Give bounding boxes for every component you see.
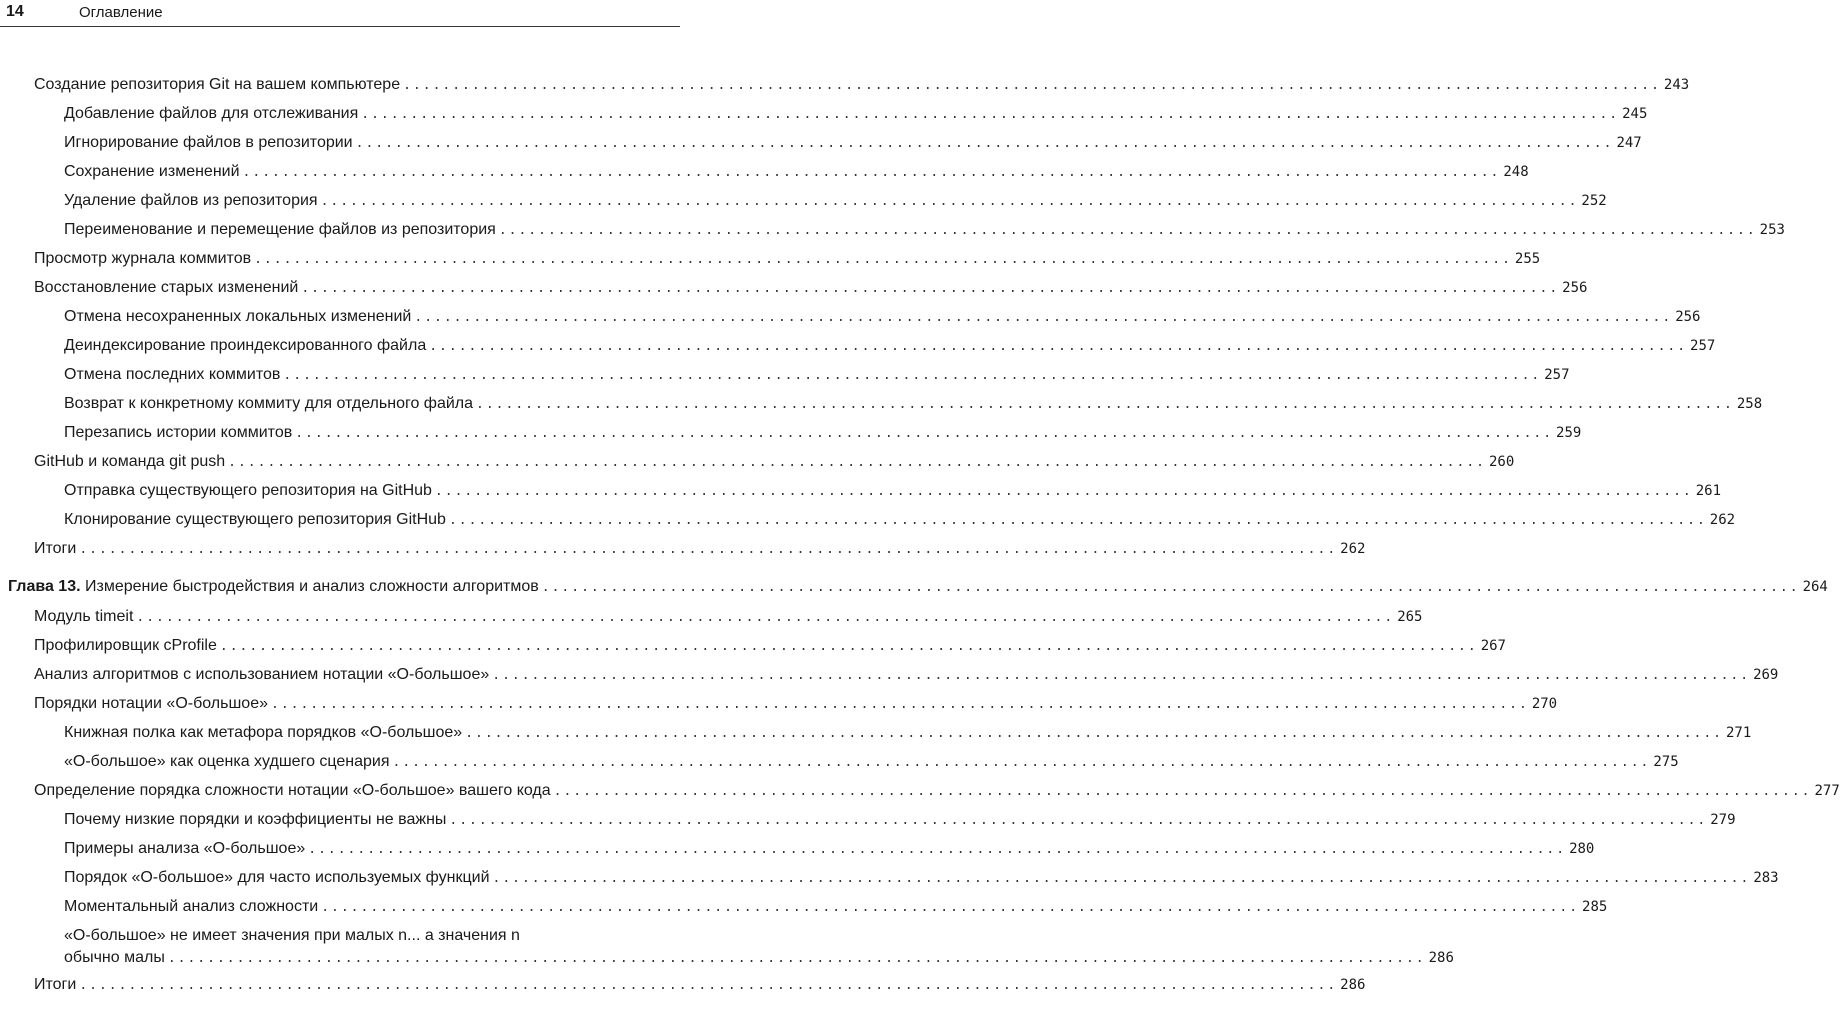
dot-leader xyxy=(168,948,1426,970)
dot-leader xyxy=(283,361,1541,390)
toc-entry-title xyxy=(34,602,133,631)
toc-entry-title xyxy=(34,534,76,563)
toc-entry-text: Итоги xyxy=(34,540,77,557)
toc-page-number: 257 xyxy=(1690,338,1716,354)
toc-entry[interactable] xyxy=(64,99,1648,128)
toc-entry-title xyxy=(64,360,280,389)
toc-page-number: 286 xyxy=(1340,977,1366,993)
toc-entry-title xyxy=(64,99,358,128)
toc-entry-title xyxy=(64,476,432,505)
toc-entry-text: Порядки нотации «O-большое» xyxy=(34,695,268,712)
dot-leader xyxy=(403,71,1661,100)
toc-entry[interactable] xyxy=(34,70,1690,99)
toc-entry-text: Книжная полка как метафора порядков «O-большое» xyxy=(64,724,463,741)
dot-leader xyxy=(356,129,1614,158)
toc-page-number: 253 xyxy=(1759,222,1785,238)
toc-page-number: 261 xyxy=(1695,483,1722,499)
toc-entry-text: Порядок «O-большое» для часто используемых функций xyxy=(64,869,490,886)
toc-entry-title xyxy=(64,747,390,776)
dot-leader xyxy=(361,100,1619,129)
toc-entry-text: Клонирование существующего репозитория GitHub xyxy=(64,511,446,528)
toc-page-number: 280 xyxy=(1569,841,1595,857)
toc-page-number: 264 xyxy=(1802,579,1828,595)
toc-page-number: 270 xyxy=(1531,696,1558,712)
toc-entry-text: Игнорирование файлов в репозитории xyxy=(64,134,353,151)
toc-entry[interactable] xyxy=(64,834,1595,863)
toc-page-number: 279 xyxy=(1710,812,1736,828)
toc-entry[interactable] xyxy=(34,534,1366,563)
toc-entry-title xyxy=(34,689,268,718)
dot-leader xyxy=(321,187,1579,216)
toc-page-number: 248 xyxy=(1503,164,1529,180)
toc-entry[interactable] xyxy=(34,689,1558,718)
toc-entry-title xyxy=(64,302,411,331)
dot-leader xyxy=(136,603,1394,632)
toc-entry-title xyxy=(34,447,225,476)
dot-leader xyxy=(321,893,1579,922)
toc-entry[interactable] xyxy=(34,970,1366,999)
dot-leader xyxy=(271,690,1529,719)
toc-page-number: 265 xyxy=(1397,609,1423,625)
toc-entry-title xyxy=(64,389,473,418)
toc-page-number: 271 xyxy=(1726,725,1752,741)
toc-entry-text: Анализ алгоритмов с использованием нотации «O-большое» xyxy=(34,666,490,683)
toc-page-number: 260 xyxy=(1488,454,1515,470)
toc-entry[interactable] xyxy=(64,476,1722,505)
toc-entry-text: Профилировщик cProfile xyxy=(34,637,217,654)
toc-entry-title xyxy=(34,244,251,273)
dot-leader xyxy=(414,303,1672,332)
toc-entry-title xyxy=(64,128,353,157)
toc-entry-text: Создание репозитория Git на вашем компьютере xyxy=(34,76,401,93)
page-header xyxy=(0,0,680,27)
toc-entry[interactable] xyxy=(34,776,1840,805)
toc-page-number: 262 xyxy=(1340,541,1366,557)
toc-entry[interactable] xyxy=(64,186,1607,215)
dot-leader xyxy=(492,661,1750,690)
toc-entry[interactable] xyxy=(34,602,1423,631)
toc-entry[interactable] xyxy=(34,273,1588,302)
toc-entry-title xyxy=(64,186,318,215)
toc-page-number: 256 xyxy=(1562,280,1588,296)
dot-leader xyxy=(295,419,1553,448)
toc-entry[interactable] xyxy=(64,892,1608,921)
toc-entry[interactable] xyxy=(64,747,1679,776)
toc-page-number: 259 xyxy=(1556,425,1582,441)
dot-leader xyxy=(493,864,1751,893)
toc-entry-title xyxy=(64,331,426,360)
toc-entry-text: Отправка существующего репозитория на GitHub xyxy=(64,482,432,499)
toc-entry-title xyxy=(34,660,489,689)
toc-entry[interactable] xyxy=(64,360,1570,389)
toc-entry-text: Отмена несохраненных локальных изменений xyxy=(64,308,412,325)
toc-entry[interactable] xyxy=(64,805,1736,834)
toc-entry-text: Восстановление старых изменений xyxy=(34,279,299,296)
toc-entry-title xyxy=(64,157,240,186)
dot-leader xyxy=(228,448,1486,477)
toc-page-number: 243 xyxy=(1663,77,1690,93)
toc-entry[interactable] xyxy=(64,389,1763,418)
toc-entry-title xyxy=(64,834,305,863)
toc-entry-text: Просмотр журнала коммитов xyxy=(34,250,252,267)
toc-entry[interactable] xyxy=(34,660,1779,689)
toc-entry-text: Определение порядка сложности нотации «O-большое» вашего кода xyxy=(34,782,551,799)
toc-entry[interactable] xyxy=(64,718,1752,747)
page-number: 14 xyxy=(6,3,24,20)
toc-entry-text: Почему низкие порядки и коэффициенты не важны xyxy=(64,811,447,828)
chapter-label: Глава 13. xyxy=(8,578,85,595)
toc-entry-text: Сохранение изменений xyxy=(64,163,240,180)
toc-page-number: 277 xyxy=(1814,783,1840,799)
toc-page-number: 283 xyxy=(1753,870,1779,886)
toc-entry-title xyxy=(64,718,462,747)
toc-entry-title xyxy=(8,572,539,601)
toc-page-number: 275 xyxy=(1653,754,1679,770)
toc-page-number: 256 xyxy=(1675,309,1701,325)
dot-leader xyxy=(476,390,1734,419)
dot-leader xyxy=(499,216,1757,245)
toc-entry-text: Моментальный анализ сложности xyxy=(64,898,319,915)
dot-leader xyxy=(554,777,1812,806)
toc-entry-title xyxy=(34,970,76,999)
toc-page-number: 285 xyxy=(1582,899,1608,915)
toc-page-number: 267 xyxy=(1480,638,1506,654)
toc-entry-title xyxy=(64,863,490,892)
toc-entry-text: Добавление файлов для отслеживания xyxy=(64,105,359,122)
dot-leader xyxy=(449,806,1707,835)
dot-leader xyxy=(542,573,1800,602)
toc-entry-title-line: «O-большое» не имеет значения при малых n... а значения n xyxy=(64,927,520,944)
toc-entry-title xyxy=(64,947,165,969)
toc-entry-title xyxy=(34,776,551,805)
toc-entry[interactable] xyxy=(64,921,1454,970)
toc-page-number: 252 xyxy=(1581,193,1607,209)
toc-entry-text: Переименование и перемещение файлов из репозитория xyxy=(64,221,496,238)
toc-entry-text: «O-большое» как оценка худшего сценария xyxy=(64,753,390,770)
toc-entry-text: Примеры анализа «O-большое» xyxy=(64,840,306,857)
toc-entry-text: Возврат к конкретному коммиту для отдельного файла xyxy=(64,395,474,412)
toc-page-number: 269 xyxy=(1753,667,1779,683)
toc-page-number: 258 xyxy=(1736,396,1763,412)
toc-entry-title xyxy=(64,215,496,244)
toc-entry-text: Модуль timeit xyxy=(34,608,134,625)
toc-entry[interactable] xyxy=(34,631,1506,660)
toc-entry-title xyxy=(34,631,217,660)
dot-leader xyxy=(220,632,1478,661)
toc-entry-text: Удаление файлов из репозитория xyxy=(64,192,318,209)
toc-entry-title xyxy=(64,805,446,834)
toc-page-number: 262 xyxy=(1709,512,1736,528)
dot-leader xyxy=(308,835,1566,864)
toc-entry-title xyxy=(64,892,318,921)
toc-entry[interactable] xyxy=(64,331,1716,360)
toc-entry-text: обычно малы xyxy=(64,949,165,966)
dot-leader xyxy=(243,158,1501,187)
toc-entry-title xyxy=(34,70,400,99)
toc-page-number: 255 xyxy=(1514,251,1541,267)
dot-leader xyxy=(435,477,1693,506)
dot-leader xyxy=(465,719,1723,748)
toc-entry-text: GitHub и команда git push xyxy=(34,453,226,470)
toc-page-number: 245 xyxy=(1622,106,1648,122)
dot-leader xyxy=(79,535,1337,564)
toc-entry-text: Деиндексирование проиндексированного файла xyxy=(64,337,427,354)
toc-entry-title xyxy=(64,418,292,447)
toc-entry-text: Отмена последних коммитов xyxy=(64,366,281,383)
dot-leader xyxy=(301,274,1559,303)
toc-entry[interactable] xyxy=(64,863,1779,892)
toc-entry[interactable] xyxy=(34,447,1515,476)
toc-entry[interactable] xyxy=(34,244,1541,273)
dot-leader xyxy=(429,332,1687,361)
dot-leader xyxy=(449,506,1707,535)
running-title: Оглавление xyxy=(79,4,163,21)
dot-leader xyxy=(393,748,1651,777)
toc-chapter-entry[interactable] xyxy=(8,572,1828,601)
toc-page-number: 247 xyxy=(1616,135,1642,151)
toc-entry-text: Итоги xyxy=(34,976,77,993)
toc-entry[interactable] xyxy=(64,505,1736,534)
table-of-contents xyxy=(0,70,1840,999)
dot-leader xyxy=(79,971,1337,1000)
toc-entry[interactable] xyxy=(64,157,1529,186)
dot-leader xyxy=(254,245,1512,274)
toc-page-number: 257 xyxy=(1544,367,1570,383)
toc-entry[interactable] xyxy=(64,418,1582,447)
toc-entry[interactable] xyxy=(64,302,1701,331)
toc-page-number: 286 xyxy=(1428,950,1454,966)
toc-entry-text: Перезапись истории коммитов xyxy=(64,424,293,441)
toc-entry-text: Измерение быстродействия и анализ сложности алгоритмов xyxy=(85,578,539,595)
toc-entry[interactable] xyxy=(64,215,1785,244)
toc-entry-title xyxy=(34,273,298,302)
toc-entry[interactable] xyxy=(64,128,1642,157)
toc-entry-title xyxy=(64,505,446,534)
